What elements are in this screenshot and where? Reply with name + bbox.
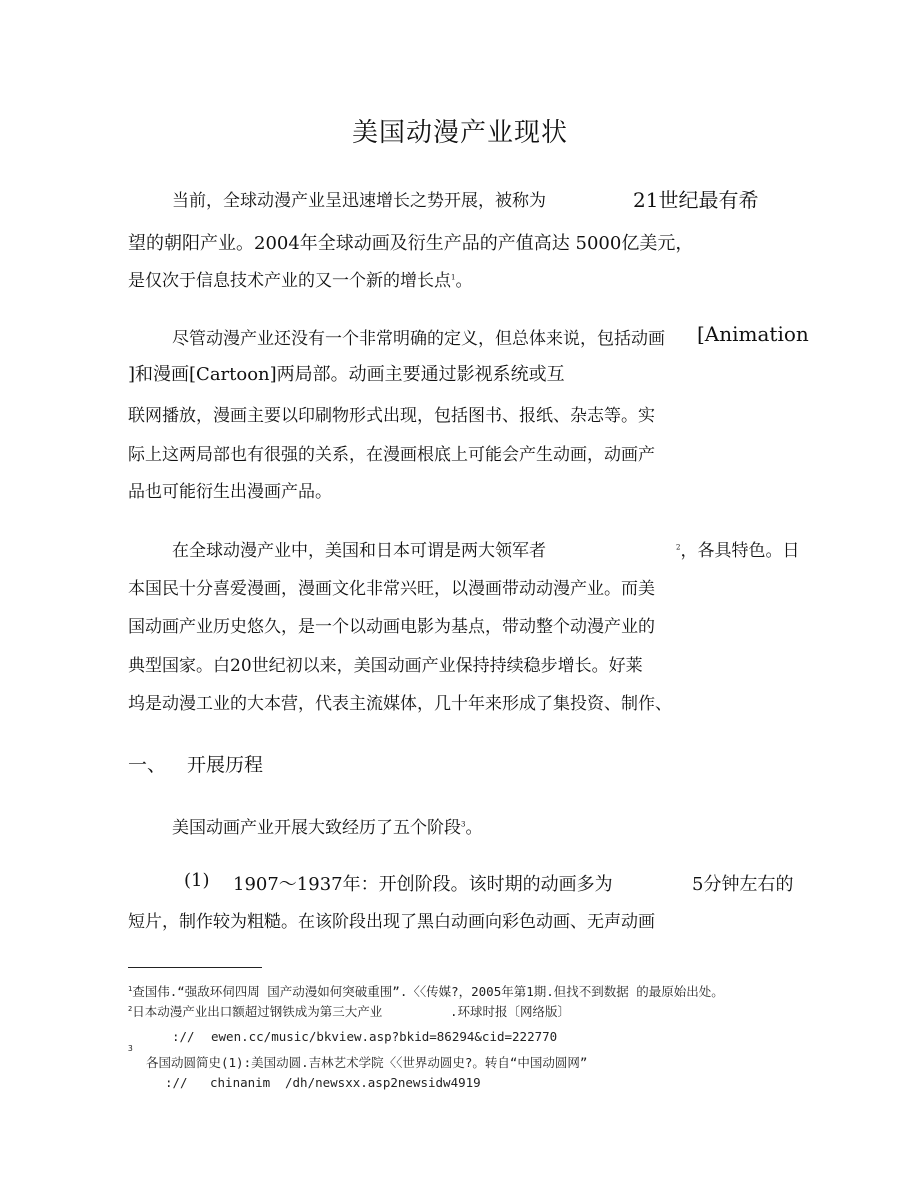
footnote-3-url-host[interactable]: chinanim bbox=[210, 1075, 271, 1090]
footnote-2-url-prefix: :// bbox=[172, 1029, 195, 1044]
p1-line3-text: 是仅次于信息技术产业的又一个新的增长点 bbox=[128, 271, 451, 291]
p3-line5: 坞是动漫工业的大本营，代表主流媒体，几十年来形成了集投资、制作、 bbox=[128, 694, 672, 714]
p2-line4: 际上这两局部也有很强的关系，在漫画根底上可能会产生动画，动画产 bbox=[128, 445, 655, 465]
p1-line2 bbox=[128, 229, 693, 255]
section-number: 一、 bbox=[128, 754, 167, 776]
footnote-2 bbox=[128, 1002, 382, 1020]
footnote-2-url[interactable]: ewen.cc/music/bkview.asp?bkid=86294&cid=222770 bbox=[211, 1029, 558, 1044]
p1-line1-a: 当前，全球动漫产业呈迅速增长之势开展，被称为 bbox=[172, 191, 546, 211]
p5-line1-c: 5分钟左右的 bbox=[692, 874, 794, 895]
footnote-3-mark: 3 bbox=[128, 1044, 133, 1053]
footnote-separator bbox=[128, 967, 262, 968]
footnote-3-text: 各国动圆简史(1):美国动圆.吉林艺术学院〈〈世界动圆史?。转自“中国动圆网” bbox=[146, 1055, 588, 1070]
footnote-2-text-a: 日本动漫产业出口额超过钢铁成为第三大产业 bbox=[132, 1004, 383, 1019]
p1-line3-end: 。 bbox=[455, 271, 473, 291]
p2-line5: 品也可能衍生出漫画产品。 bbox=[128, 482, 332, 502]
footnote-1 bbox=[128, 982, 724, 1000]
footnote-ref-1[interactable]: 1 bbox=[451, 273, 456, 282]
p3-line1-b bbox=[676, 536, 799, 561]
p1-line3 bbox=[128, 266, 472, 291]
p4-end: 。 bbox=[465, 818, 483, 838]
footnote-1-mark: 1 bbox=[128, 984, 133, 993]
p4-line bbox=[172, 813, 482, 838]
p1-line2-text: 望的朝阳产业。2004年全球动画及衍生产品的产值高达 5000亿美元， bbox=[128, 233, 694, 254]
footnote-ref-3[interactable]: 3 bbox=[461, 820, 466, 829]
p5-item-number: (1) bbox=[184, 870, 210, 891]
p2-line3: 联网播放，漫画主要以印刷物形式出现，包括图书、报纸、杂志等。实 bbox=[128, 406, 655, 426]
footnote-1-text: 查国伟.“强敌环伺四周 国产动漫如何突破重围”.〈〈传媒?，2005年第1期.但找不到数据 的最原始出处。 bbox=[132, 984, 724, 999]
p2-line2: ]和漫画[Cartoon]两局部。动画主要通过影视系统或互 bbox=[128, 364, 565, 385]
p2-line1-a: 尽管动漫产业还没有一个非常明确的定义，但总体来说，包括动画 bbox=[172, 329, 665, 349]
footnote-2-text-b: .环球时报〔网络版〕 bbox=[450, 1004, 571, 1019]
footnote-3-url-path[interactable]: /dh/newsxx.asp2newsidw4919 bbox=[285, 1075, 481, 1090]
p4-text: 美国动画产业开展大致经历了五个阶段 bbox=[172, 818, 461, 838]
p3-line3: 国动画产业历史悠久，是一个以动画电影为基点，带动整个动漫产业的 bbox=[128, 617, 655, 637]
p5-line1-b: 1907～1937年：开创阶段。该时期的动画多为 bbox=[233, 874, 613, 895]
p3-line4: 典型国家。白20世纪初以来，美国动画产业保持持续稳步增长。好莱 bbox=[128, 656, 643, 676]
p5-line2: 短片，制作较为粗糙。在该阶段出现了黑白动画向彩色动画、无声动画 bbox=[128, 912, 655, 932]
section-title: 开展历程 bbox=[187, 754, 264, 776]
page-title: 美国动漫产业现状 bbox=[351, 118, 568, 148]
p3-line1-a: 在全球动漫产业中，美国和日本可谓是两大领军者 bbox=[172, 541, 546, 561]
footnote-3-url-prefix: :// bbox=[165, 1075, 188, 1090]
p3-line1-b-text: ，各具特色。日 bbox=[680, 541, 800, 561]
p2-line1-b: [Animation bbox=[697, 322, 809, 346]
p3-line2: 本国民十分喜爱漫画，漫画文化非常兴旺，以漫画带动动漫产业。而美 bbox=[128, 579, 655, 599]
p1-line1-b: 21世纪最有希 bbox=[633, 188, 759, 212]
footnote-ref-2[interactable]: 2 bbox=[676, 543, 681, 552]
footnote-2-mark: 2 bbox=[128, 1004, 133, 1013]
